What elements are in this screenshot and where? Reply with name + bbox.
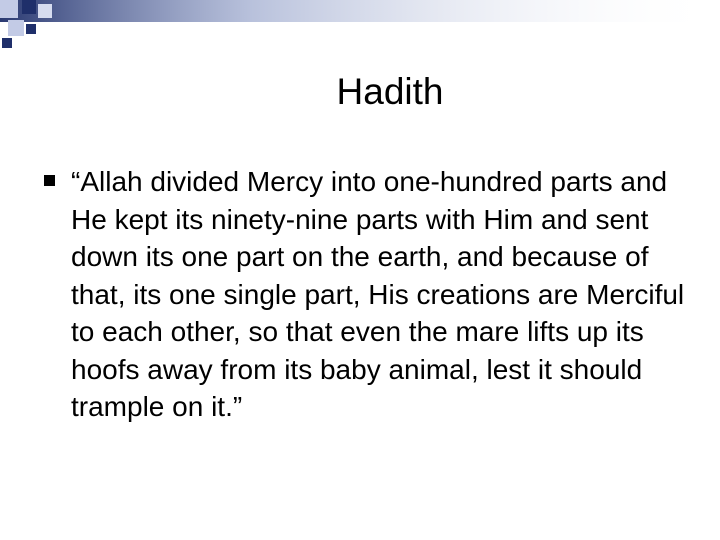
deco-square (0, 0, 18, 18)
header-gradient-bar (0, 0, 720, 22)
deco-square (22, 0, 36, 14)
deco-square (2, 38, 12, 48)
square-bullet-icon (44, 175, 55, 186)
bullet-item (40, 163, 700, 426)
bullet-text: “Allah divided Mercy into one-hundred parts and He kept its ninety-nine parts with Him and sent down its one part on the earth, and because of that, its one single part, His creations are Merciful to each other, so that even the mare lifts up its hoofs away from its baby animal, lest it should trample on it.” (71, 166, 685, 422)
deco-square (38, 4, 52, 18)
corner-decoration (0, 0, 720, 50)
deco-square (8, 20, 24, 36)
deco-square (26, 24, 36, 34)
slide-title: Hadith (336, 71, 444, 112)
